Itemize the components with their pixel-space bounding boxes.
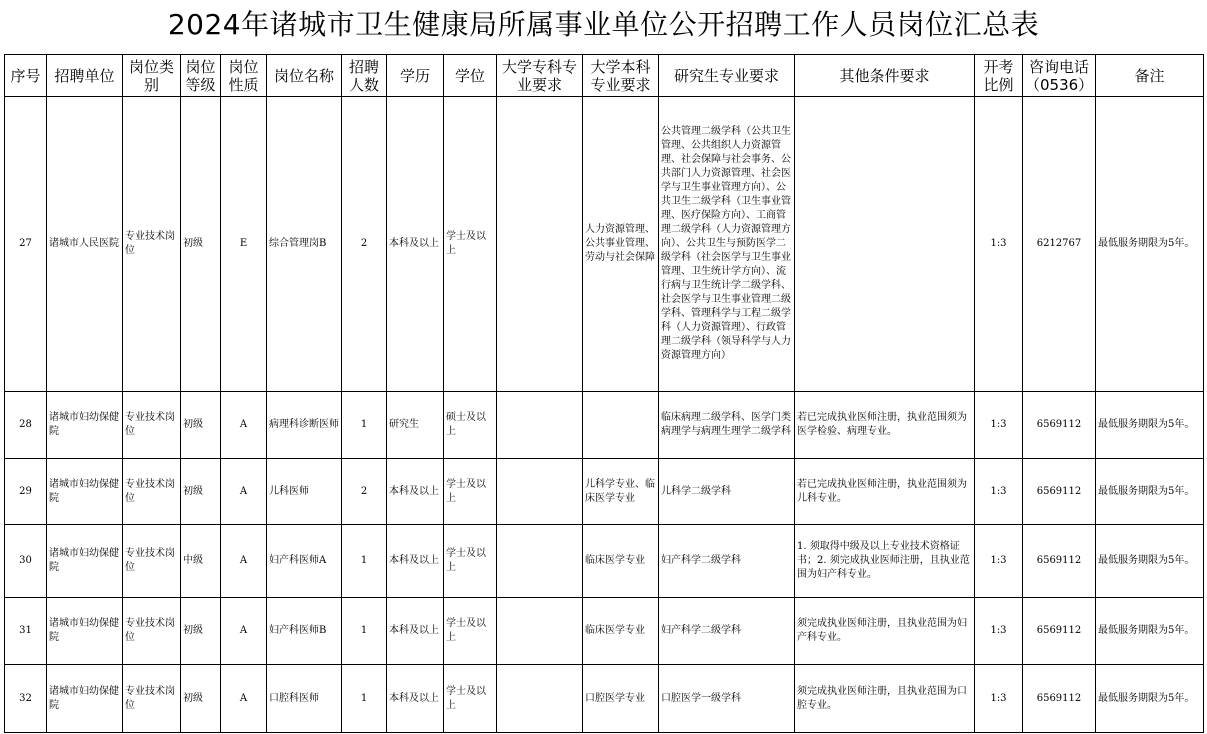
cell-category: 专业技术岗位 xyxy=(123,97,181,392)
cell-other: 须完成执业医师注册，且执业范围为妇产科专业。 xyxy=(795,598,975,665)
header-education: 学历 xyxy=(387,55,444,97)
cell-ratio: 1:3 xyxy=(975,665,1023,733)
cell-nature: A xyxy=(221,392,267,459)
cell-degree: 学士及以上 xyxy=(444,598,497,665)
cell-count: 1 xyxy=(342,598,387,665)
cell-phone: 6569112 xyxy=(1023,598,1096,665)
cell-junior-major xyxy=(497,97,583,392)
cell-bachelor-major: 临床医学专业 xyxy=(583,598,659,665)
cell-nature: A xyxy=(221,525,267,598)
header-note: 备注 xyxy=(1096,55,1204,97)
header-level: 岗位等级 xyxy=(181,55,221,97)
cell-level: 初级 xyxy=(181,598,221,665)
header-graduate-major: 研究生专业要求 xyxy=(659,55,795,97)
cell-level: 初级 xyxy=(181,459,221,525)
cell-education: 本科及以上 xyxy=(387,97,444,392)
cell-degree: 学士及以上 xyxy=(444,525,497,598)
cell-junior-major xyxy=(497,665,583,733)
cell-category: 专业技术岗位 xyxy=(123,665,181,733)
cell-junior-major xyxy=(497,525,583,598)
cell-education: 本科及以上 xyxy=(387,598,444,665)
cell-note: 最低服务期限为5年。 xyxy=(1096,392,1204,459)
cell-education: 本科及以上 xyxy=(387,525,444,598)
table-row xyxy=(5,392,1204,459)
table-row xyxy=(5,459,1204,525)
header-row xyxy=(5,55,1204,97)
cell-level: 初级 xyxy=(181,665,221,733)
cell-phone: 6569112 xyxy=(1023,459,1096,525)
header-nature: 岗位性质 xyxy=(221,55,267,97)
cell-note: 最低服务期限为5年。 xyxy=(1096,598,1204,665)
cell-name: 综合管理岗B xyxy=(267,97,342,392)
cell-count: 1 xyxy=(342,392,387,459)
cell-other xyxy=(795,97,975,392)
header-bachelor-major: 大学本科专业要求 xyxy=(583,55,659,97)
header-other: 其他条件要求 xyxy=(795,55,975,97)
cell-count: 2 xyxy=(342,459,387,525)
cell-name: 妇产科医师A xyxy=(267,525,342,598)
cell-name: 妇产科医师B xyxy=(267,598,342,665)
cell-degree: 学士及以上 xyxy=(444,459,497,525)
cell-category: 专业技术岗位 xyxy=(123,459,181,525)
cell-seq: 27 xyxy=(5,97,47,392)
cell-degree: 硕士及以上 xyxy=(444,392,497,459)
cell-phone: 6212767 xyxy=(1023,97,1096,392)
header-count: 招聘人数 xyxy=(342,55,387,97)
header-degree: 学位 xyxy=(444,55,497,97)
cell-count: 1 xyxy=(342,525,387,598)
cell-count: 1 xyxy=(342,665,387,733)
header-seq: 序号 xyxy=(5,55,47,97)
cell-note: 最低服务期限为5年。 xyxy=(1096,459,1204,525)
cell-count: 2 xyxy=(342,97,387,392)
cell-graduate-major: 公共管理二级学科（公共卫生管理、公共组织人力资源管理、社会保障与社会事务、公共部门人力资源管理、社会医学与卫生事业管理方向）、公共卫生二级学科（卫生事业管理、医疗保险方向）、工商管理二级学科（人力资源管理方向）、公共卫生与预防医学二级学科（社会医学与卫生事业管理、卫生统计学方向）、流行病与卫生统计学二级学科、社会医学与卫生事业管理二级学科、管理科学与工程二级学科（人力资源管理）、行政管理二级学科（领导科学与人力资源管理方向） xyxy=(659,97,795,392)
cell-degree: 学士及以上 xyxy=(444,665,497,733)
cell-nature: A xyxy=(221,665,267,733)
cell-seq: 32 xyxy=(5,665,47,733)
cell-bachelor-major: 儿科学专业、临床医学专业 xyxy=(583,459,659,525)
cell-bachelor-major: 人力资源管理、公共事业管理、劳动与社会保障 xyxy=(583,97,659,392)
cell-graduate-major: 妇产科学二级学科 xyxy=(659,598,795,665)
cell-level: 初级 xyxy=(181,392,221,459)
cell-ratio: 1:3 xyxy=(975,459,1023,525)
cell-graduate-major: 儿科学二级学科 xyxy=(659,459,795,525)
cell-nature: E xyxy=(221,97,267,392)
header-category: 岗位类别 xyxy=(123,55,181,97)
cell-unit: 诸城市妇幼保健院 xyxy=(47,598,123,665)
cell-seq: 29 xyxy=(5,459,47,525)
cell-unit: 诸城市妇幼保健院 xyxy=(47,392,123,459)
cell-note: 最低服务期限为5年。 xyxy=(1096,665,1204,733)
cell-name: 儿科医师 xyxy=(267,459,342,525)
cell-name: 口腔科医师 xyxy=(267,665,342,733)
cell-junior-major xyxy=(497,392,583,459)
cell-unit: 诸城市人民医院 xyxy=(47,97,123,392)
cell-bachelor-major: 临床医学专业 xyxy=(583,525,659,598)
cell-note: 最低服务期限为5年。 xyxy=(1096,525,1204,598)
cell-seq: 30 xyxy=(5,525,47,598)
cell-category: 专业技术岗位 xyxy=(123,392,181,459)
cell-level: 初级 xyxy=(181,97,221,392)
cell-seq: 31 xyxy=(5,598,47,665)
table-row xyxy=(5,525,1204,598)
cell-level: 中级 xyxy=(181,525,221,598)
cell-unit: 诸城市妇幼保健院 xyxy=(47,459,123,525)
cell-ratio: 1:3 xyxy=(975,97,1023,392)
cell-unit: 诸城市妇幼保健院 xyxy=(47,665,123,733)
positions-table xyxy=(4,54,1204,733)
cell-seq: 28 xyxy=(5,392,47,459)
cell-bachelor-major xyxy=(583,392,659,459)
cell-other: 须完成执业医师注册，且执业范围为口腔专业。 xyxy=(795,665,975,733)
header-ratio: 开考比例 xyxy=(975,55,1023,97)
cell-name: 病理科诊断医师 xyxy=(267,392,342,459)
cell-ratio: 1:3 xyxy=(975,392,1023,459)
cell-phone: 6569112 xyxy=(1023,392,1096,459)
cell-degree: 学士及以上 xyxy=(444,97,497,392)
header-phone: 咨询电话（0536） xyxy=(1023,55,1096,97)
cell-ratio: 1:3 xyxy=(975,525,1023,598)
table-row xyxy=(5,598,1204,665)
cell-graduate-major: 妇产科学二级学科 xyxy=(659,525,795,598)
cell-graduate-major: 临床病理二级学科、医学门类病理学与病理生理学二级学科 xyxy=(659,392,795,459)
cell-other: 若已完成执业医师注册，执业范围须为医学检验、病理专业。 xyxy=(795,392,975,459)
cell-education: 研究生 xyxy=(387,392,444,459)
cell-education: 本科及以上 xyxy=(387,459,444,525)
cell-other: 1. 须取得中级及以上专业技术资格证书；2. 须完成执业医师注册，且执业范围为妇产科专业。 xyxy=(795,525,975,598)
cell-phone: 6569112 xyxy=(1023,525,1096,598)
cell-education: 本科及以上 xyxy=(387,665,444,733)
cell-bachelor-major: 口腔医学专业 xyxy=(583,665,659,733)
cell-unit: 诸城市妇幼保健院 xyxy=(47,525,123,598)
cell-note: 最低服务期限为5年。 xyxy=(1096,97,1204,392)
cell-junior-major xyxy=(497,459,583,525)
cell-phone: 6569112 xyxy=(1023,665,1096,733)
cell-category: 专业技术岗位 xyxy=(123,525,181,598)
cell-other: 若已完成执业医师注册，执业范围须为儿科专业。 xyxy=(795,459,975,525)
cell-category: 专业技术岗位 xyxy=(123,598,181,665)
table-row xyxy=(5,665,1204,733)
cell-ratio: 1:3 xyxy=(975,598,1023,665)
cell-nature: A xyxy=(221,598,267,665)
header-unit: 招聘单位 xyxy=(47,55,123,97)
page-title: 2024年诸城市卫生健康局所属事业单位公开招聘工作人员岗位汇总表 xyxy=(167,8,1040,41)
header-junior-major: 大学专科专业要求 xyxy=(497,55,583,97)
cell-nature: A xyxy=(221,459,267,525)
table-row xyxy=(5,97,1204,392)
cell-junior-major xyxy=(497,598,583,665)
header-name: 岗位名称 xyxy=(267,55,342,97)
cell-graduate-major: 口腔医学一级学科 xyxy=(659,665,795,733)
